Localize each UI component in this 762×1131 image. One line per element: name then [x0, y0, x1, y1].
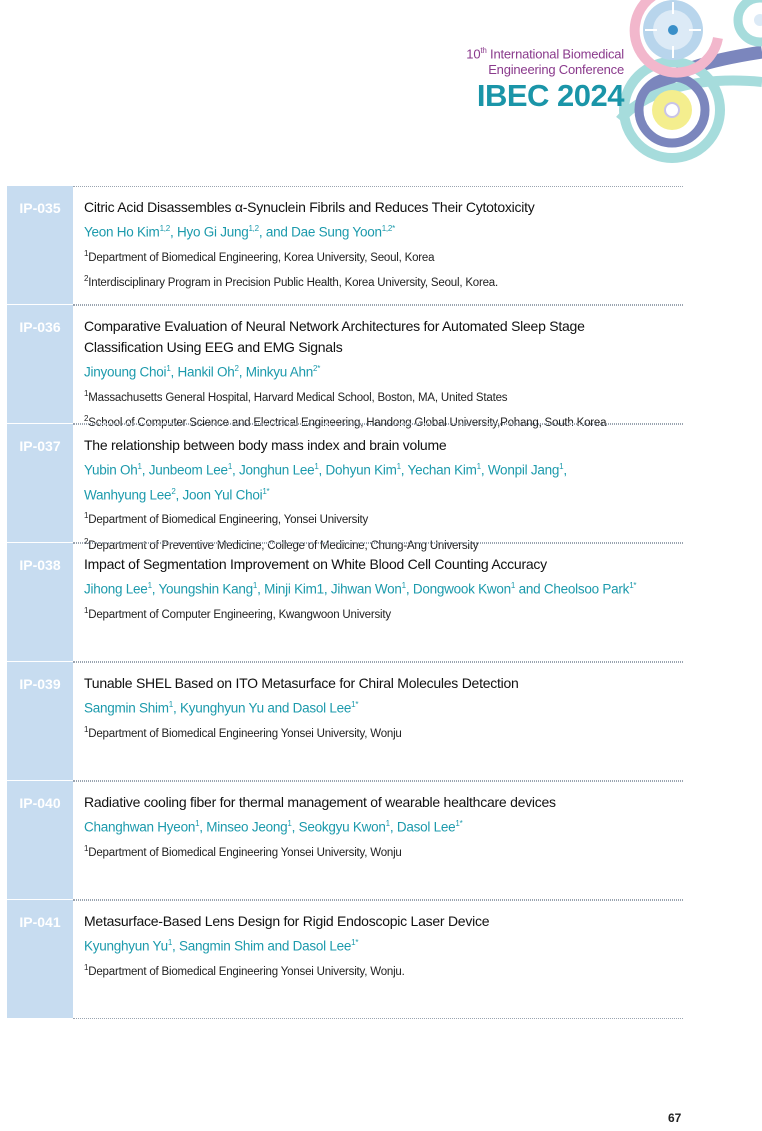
conference-subtitle-line2: Engineering Conference [488, 62, 624, 78]
affiliation [84, 243, 683, 269]
affiliation-text: Department of Biomedical Engineering, Korea University, Seoul, Korea [88, 251, 435, 264]
author-name: Yeon Ho Kim [84, 224, 160, 240]
conference-logo-graphic [600, 0, 762, 180]
paper-title: The relationship between body mass index and brain volume [84, 437, 447, 453]
affiliation [84, 719, 683, 745]
author-name: , Dohyun Kim [318, 462, 397, 478]
entry-content [73, 186, 683, 305]
author-line [84, 481, 683, 506]
author-affiliation-mark: 2 [171, 486, 176, 496]
program-entry [7, 543, 683, 662]
author-name: Kyunghyun Yu [84, 938, 168, 954]
author-line [84, 218, 683, 243]
affiliation-number: 1 [84, 605, 89, 615]
author-affiliation-mark: 1,2 [248, 224, 259, 233]
paper-title: Classification Using EEG and EMG Signals [84, 339, 343, 355]
author-affiliation-mark: 1,2* [381, 224, 395, 233]
author-name: , Sangmin Shim and Dasol Lee [172, 938, 352, 954]
session-code: IP-040 [7, 781, 73, 899]
affiliation-number: 2 [84, 414, 89, 424]
program-list [7, 186, 683, 1019]
session-code: IP-039 [7, 662, 73, 780]
affiliation-number: 1 [84, 724, 89, 734]
author-name: Jihong Lee [84, 581, 148, 597]
author-affiliation-mark: 1 [385, 819, 390, 828]
affiliation-number: 1 [84, 388, 89, 398]
affiliation [84, 838, 683, 864]
author-name: Changhwan Hyeon [84, 819, 196, 835]
affiliation-text: Department of Biomedical Engineering Yonsei University, Wonju. [88, 965, 405, 978]
affiliation-text: Interdisciplinary Program in Precision Public Health, Korea University, Seoul, Korea. [88, 277, 499, 290]
author-affiliation-mark: 1 [559, 462, 564, 471]
author-name: , Minji Kim1, Jihwan Won [257, 581, 402, 597]
program-entry [7, 662, 683, 781]
affiliation-text: Department of Biomedical Engineering Yonsei University, Wonju [88, 727, 402, 740]
author-affiliation-mark: 1 [137, 462, 142, 471]
author-affiliation-mark: 1 [510, 581, 516, 590]
author-line [84, 694, 683, 719]
affiliation-text: Department of Preventive Medicine, College of Medicine, Chung-Ang University [88, 539, 479, 552]
affiliation-text: Massachusetts General Hospital, Harvard Medical School, Boston, MA, United States [88, 391, 508, 404]
author-affiliation-mark: 1* [351, 700, 359, 709]
author-name: , Wonpil Jang [480, 462, 560, 478]
affiliation-number: 1 [84, 511, 89, 520]
author-affiliation-mark: 1 [168, 700, 173, 709]
author-name: , Minseo Jeong [199, 819, 288, 835]
page-number: 67 [668, 1111, 682, 1125]
author-line [84, 575, 683, 600]
author-affiliation-mark: 1 [396, 462, 401, 471]
author-affiliation-mark: 1 [167, 938, 173, 947]
author-affiliation-mark: 1* [455, 819, 463, 828]
author-affiliation-mark: 1 [166, 364, 171, 373]
author-affiliation-mark: 1 [287, 819, 292, 828]
session-code: IP-038 [7, 543, 73, 661]
affiliation-text: Department of Biomedical Engineering Yonsei University, Wonju [88, 846, 402, 859]
author-name: , Youngshin Kang [151, 581, 253, 597]
author-affiliation-mark: 2 [234, 364, 239, 373]
author-name: , Jonghun Lee [232, 462, 315, 478]
author-affiliation-mark: 1 [252, 581, 258, 590]
program-entry [7, 305, 683, 430]
author-affiliation-mark: 1 [227, 462, 233, 471]
entry-content [73, 543, 683, 662]
entry-content [73, 781, 683, 900]
conference-name: IBEC 2024 [476, 78, 624, 114]
program-entry [7, 781, 683, 900]
affiliation-text: School of Computer Science and Electrical Engineering, Handong Global University,Pohang, South Korea [88, 417, 607, 430]
paper-title: Impact of Segmentation Improvement on White Blood Cell Counting Accuracy [84, 556, 547, 572]
author-name: , Hankil Oh [170, 364, 235, 380]
author-name: Wanhyung Lee [84, 487, 172, 502]
entry-content [73, 900, 683, 1019]
author-line [84, 456, 683, 481]
paper-title: Comparative Evaluation of Neural Network Architectures for Automated Sleep Stage [84, 318, 585, 334]
affiliation-text: Department of Biomedical Engineering, Yonsei University [88, 513, 369, 526]
affiliation [84, 268, 683, 294]
affiliation-text: Department of Computer Engineering, Kwangwoon University [88, 608, 391, 621]
program-entry [7, 186, 683, 305]
conference-title-block [466, 43, 624, 113]
paper-title: Citric Acid Disassembles α-Synuclein Fibrils and Reduces Their Cytotoxicity [84, 199, 535, 215]
author-affiliation-mark: 1* [262, 486, 270, 496]
affiliation [84, 383, 683, 409]
session-code: IP-036 [7, 305, 73, 423]
author-line [84, 932, 683, 957]
entry-content [73, 305, 683, 430]
author-line [84, 358, 683, 383]
author-affiliation-mark: 1 [147, 581, 152, 590]
author-name: and Cheolsoo Park [515, 581, 630, 597]
author-affiliation-mark: 1,2 [159, 224, 170, 233]
session-code: IP-041 [7, 900, 73, 1018]
program-entry [7, 424, 683, 552]
author-name: , Kyunghyun Yu and Dasol Lee [173, 700, 352, 716]
author-name: , Junbeom Lee [141, 462, 228, 478]
paper-title: Metasurface-Based Lens Design for Rigid Endoscopic Laser Device [84, 913, 490, 929]
author-name: , Minkyu Ahn [238, 364, 314, 380]
author-affiliation-mark: 1* [351, 938, 359, 947]
affiliation-number: 1 [84, 962, 89, 972]
affiliation [84, 600, 683, 626]
author-affiliation-mark: 1 [195, 819, 200, 828]
entry-content [73, 424, 683, 552]
page-header [0, 0, 762, 180]
author-name: , and Dae Sung Yoon [258, 224, 382, 240]
author-affiliation-mark: 1 [401, 581, 406, 590]
author-name: , Seokgyu Kwon [291, 819, 386, 835]
author-name: Jinyoung Choi [84, 364, 167, 380]
session-code: IP-035 [7, 186, 73, 304]
author-affiliation-mark: 1 [314, 462, 319, 471]
paper-title: Radiative cooling fiber for thermal management of wearable healthcare devices [84, 794, 556, 810]
affiliation-number: 2 [84, 536, 89, 546]
author-line [84, 813, 683, 838]
paper-title: Tunable SHEL Based on ITO Metasurface for Chiral Molecules Detection [84, 675, 519, 691]
author-name: Sangmin Shim [84, 700, 169, 716]
author-affiliation-mark: 1* [629, 581, 637, 590]
author-name: , Hyo Gi Jung [169, 224, 249, 240]
affiliation-number: 1 [84, 843, 89, 853]
author-name: , [563, 462, 567, 478]
author-name: , Dasol Lee [389, 819, 456, 835]
affiliation [84, 957, 683, 983]
author-name: , Joon Yul Choi [175, 487, 263, 502]
affiliation-number: 2 [84, 274, 89, 284]
entry-content [73, 662, 683, 781]
affiliation [84, 505, 683, 531]
author-name: , Yechan Kim [400, 462, 477, 478]
author-name: Yubin Oh [84, 462, 138, 478]
affiliation-number: 1 [84, 248, 89, 258]
session-code: IP-037 [7, 424, 73, 542]
author-affiliation-mark: 2* [313, 364, 321, 373]
author-name: , Dongwook Kwon [405, 581, 511, 597]
conference-subtitle-line1: 10th International Biomedical [466, 46, 624, 62]
program-entry [7, 900, 683, 1019]
author-affiliation-mark: 1 [476, 462, 481, 471]
